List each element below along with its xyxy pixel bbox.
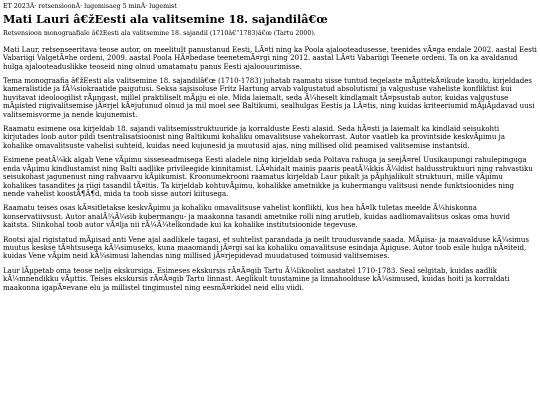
article-meta: ET 2023Â· retsensioonÂ· lugemisaeg 5 minÂ· lugemist (3, 3, 177, 10)
paragraph-2: Tema monograafia â€žEesti ala valitsemine 18. sajandilâ€œ (1710-1783) juhatab raamatu sisse tuntud tegelaste mÃµttekÃ¤ikude kaudu, kirjeldades kameralistide ja fÃ¼siokraatide paigutusi. Seksa sajsisoluse Fritz Hartung arvab valgustatud absolutismi ja valgustuse vaheliste konfliktist kui huvitavat ideoloogilist rÃµngast, millel praktiliselt mÃµju ei ole. Mida laiemalt, seda Ã¼heselt kindlamalt tÃ¤psustab autor, kuidas valgustuse mÃµisted riigivalitsemise jÃ¤rjel kÃ¤jutunud olnud ja mil moel see Baltikumi, sealhulgas Eestis ja LÃ¤tis, ning kuidas kriteeriumid mÃµÃµdavad uusi valitsemisvorme ja nende kujunemist. (3, 77, 535, 119)
paragraph-5: Raamatu teises osas kÃ¤sitletakse keskvÃµimu ja kohaliku omavalitsuse vahelist konflikti, kus hea hÃ¤lk tuletas meelde Ã¼hiskonna konservatiivsust. Autor analÃ¼Ã¼sib kubermangu- ja maakonna tasandi ametnike rolli ning arutleb, kuidas aadliomavalitsus oskas oma huvid kaitsta. Siinkohal toob autor vÃ¤lja nii rÃ¼Ã¼telkondade kui ka kohalike institutsioonide tegevuse. (3, 204, 510, 230)
paragraph-4: Esimene peatÃ¼kk algab Vene vÃµimu sisseseadmisega Eesti aladele ning kirjeldab seda Poltava rahuga ja seejÃ¤rel Uusikaupungi rahulepinguga enda vÃµimu kindlustamist ning Balti aadlike privileegide kinnitamist. LÃ¤hidalt mainis paaris peatÃ¼kkis Ã¼ldist haldusstruktuuri ning rahvastiku seisukohast jagunenust ning rahvaarvu kÃµikumist. Kroonumekrooni raamatus kirjeldab Laur pikalt ja pÃµhjalikult struktuuri, mille vÃµimu kohalikes tasandites ja riigi tasandil tÃ¤itis. Ta kirjeldab kohtuvÃµimu, kohalikke ametnikke ja kubermangu valitsusi nende funktsioonides ning nende vahelist koostÃ¶Ã¶d, mida ta toob sisse autori kiitusega. (3, 156, 533, 198)
paragraph-6: Rootsi ajal rigistatud mÃµisad anti Vene ajal aadlikele tagasi, et suhtelist parandada ja neilt truudusvande saada. MÃµisa- ja maavalduse kÃ¼simus muutus keskse tÃ¤htsusega kÃ¼simuseks, kuna maaomandi jÃ¤rgi sai ka kohaliku omavalitsuse esindaja Ãµiguse. Autor toob esile hulga nÃ¤iteid, kuidas Vene vÃµim neid kÃ¼simusi lahendas ning millised jÃ¤rjepidevad muudatused toimusid valitsemises. (3, 235, 529, 261)
review-line: Retsensioon monograafiale â€žEesti ala valitsemine 18. sajandil (1710â€“1783)â€œ (Tartu 2000). (3, 30, 316, 38)
paragraph-7: Laur lÃµpetab oma teose nelja ekskursiga. Esimeses ekskursis rÃ¤Ã¤gib Tartu Ã¼likoolist aastatel 1710-1783. Seal selgitab, kuidas aadlik kÃ¼mnendikku vÃµttis. Teises ekskursis rÃ¤Ã¤gib Tartu linnast. Aeglikult tuustamine ja linnahoolduse kÃ¼simused, kuidas hoiti ja korraldati maakonna igapÃ¤evane elu ja millistel tingimustel ning eesmÃ¤rkidel neid ellu viidi. (3, 266, 510, 292)
page-title: Mati Lauri â€žEesti ala valitsemine 18. sajandilâ€œ (3, 12, 328, 27)
paragraph-3: Raamatu esimene osa kirjeldab 18. sajandi valitsemisstruktuuride ja korralduste Eesti alasid. Seda hÃ¤sti ja laiemalt ka kindlaid seisukohti kirjutades loob autor pildi tsentralisatsioonist ning Baltikumi kohaliku omavalitsuse vahekorrast. Autor vaatleb ka provintside keskvÃµimu ja kohalike omavalitsuste vahelisi suhteid, kuidas need kujunesid ja muutusid ajas, ning millised olid peamised valitsemise instantsid. (3, 125, 506, 150)
paragraph-1: Mati Laur, retsenseeritava teose autor, on meelitult panustanud Eesti, LÃ¤ti ning ka Poola ajalooteadusesse, teenides vÃ¤ga endale 2002. aastal Eesti Vabariigi ValgetÃ¤he ordeni, 2009. aastal Poola HÃ¤bedase teenetemÃ¤rgi ning 2012. aastal LÃ¤ti Vabariigi Teenete ordeni. Ta on ka avaldanud hulga ajalooteaduslikke teoseid ning olnud umatamatu panus Eesti ajaloouurimisse. (3, 45, 537, 71)
